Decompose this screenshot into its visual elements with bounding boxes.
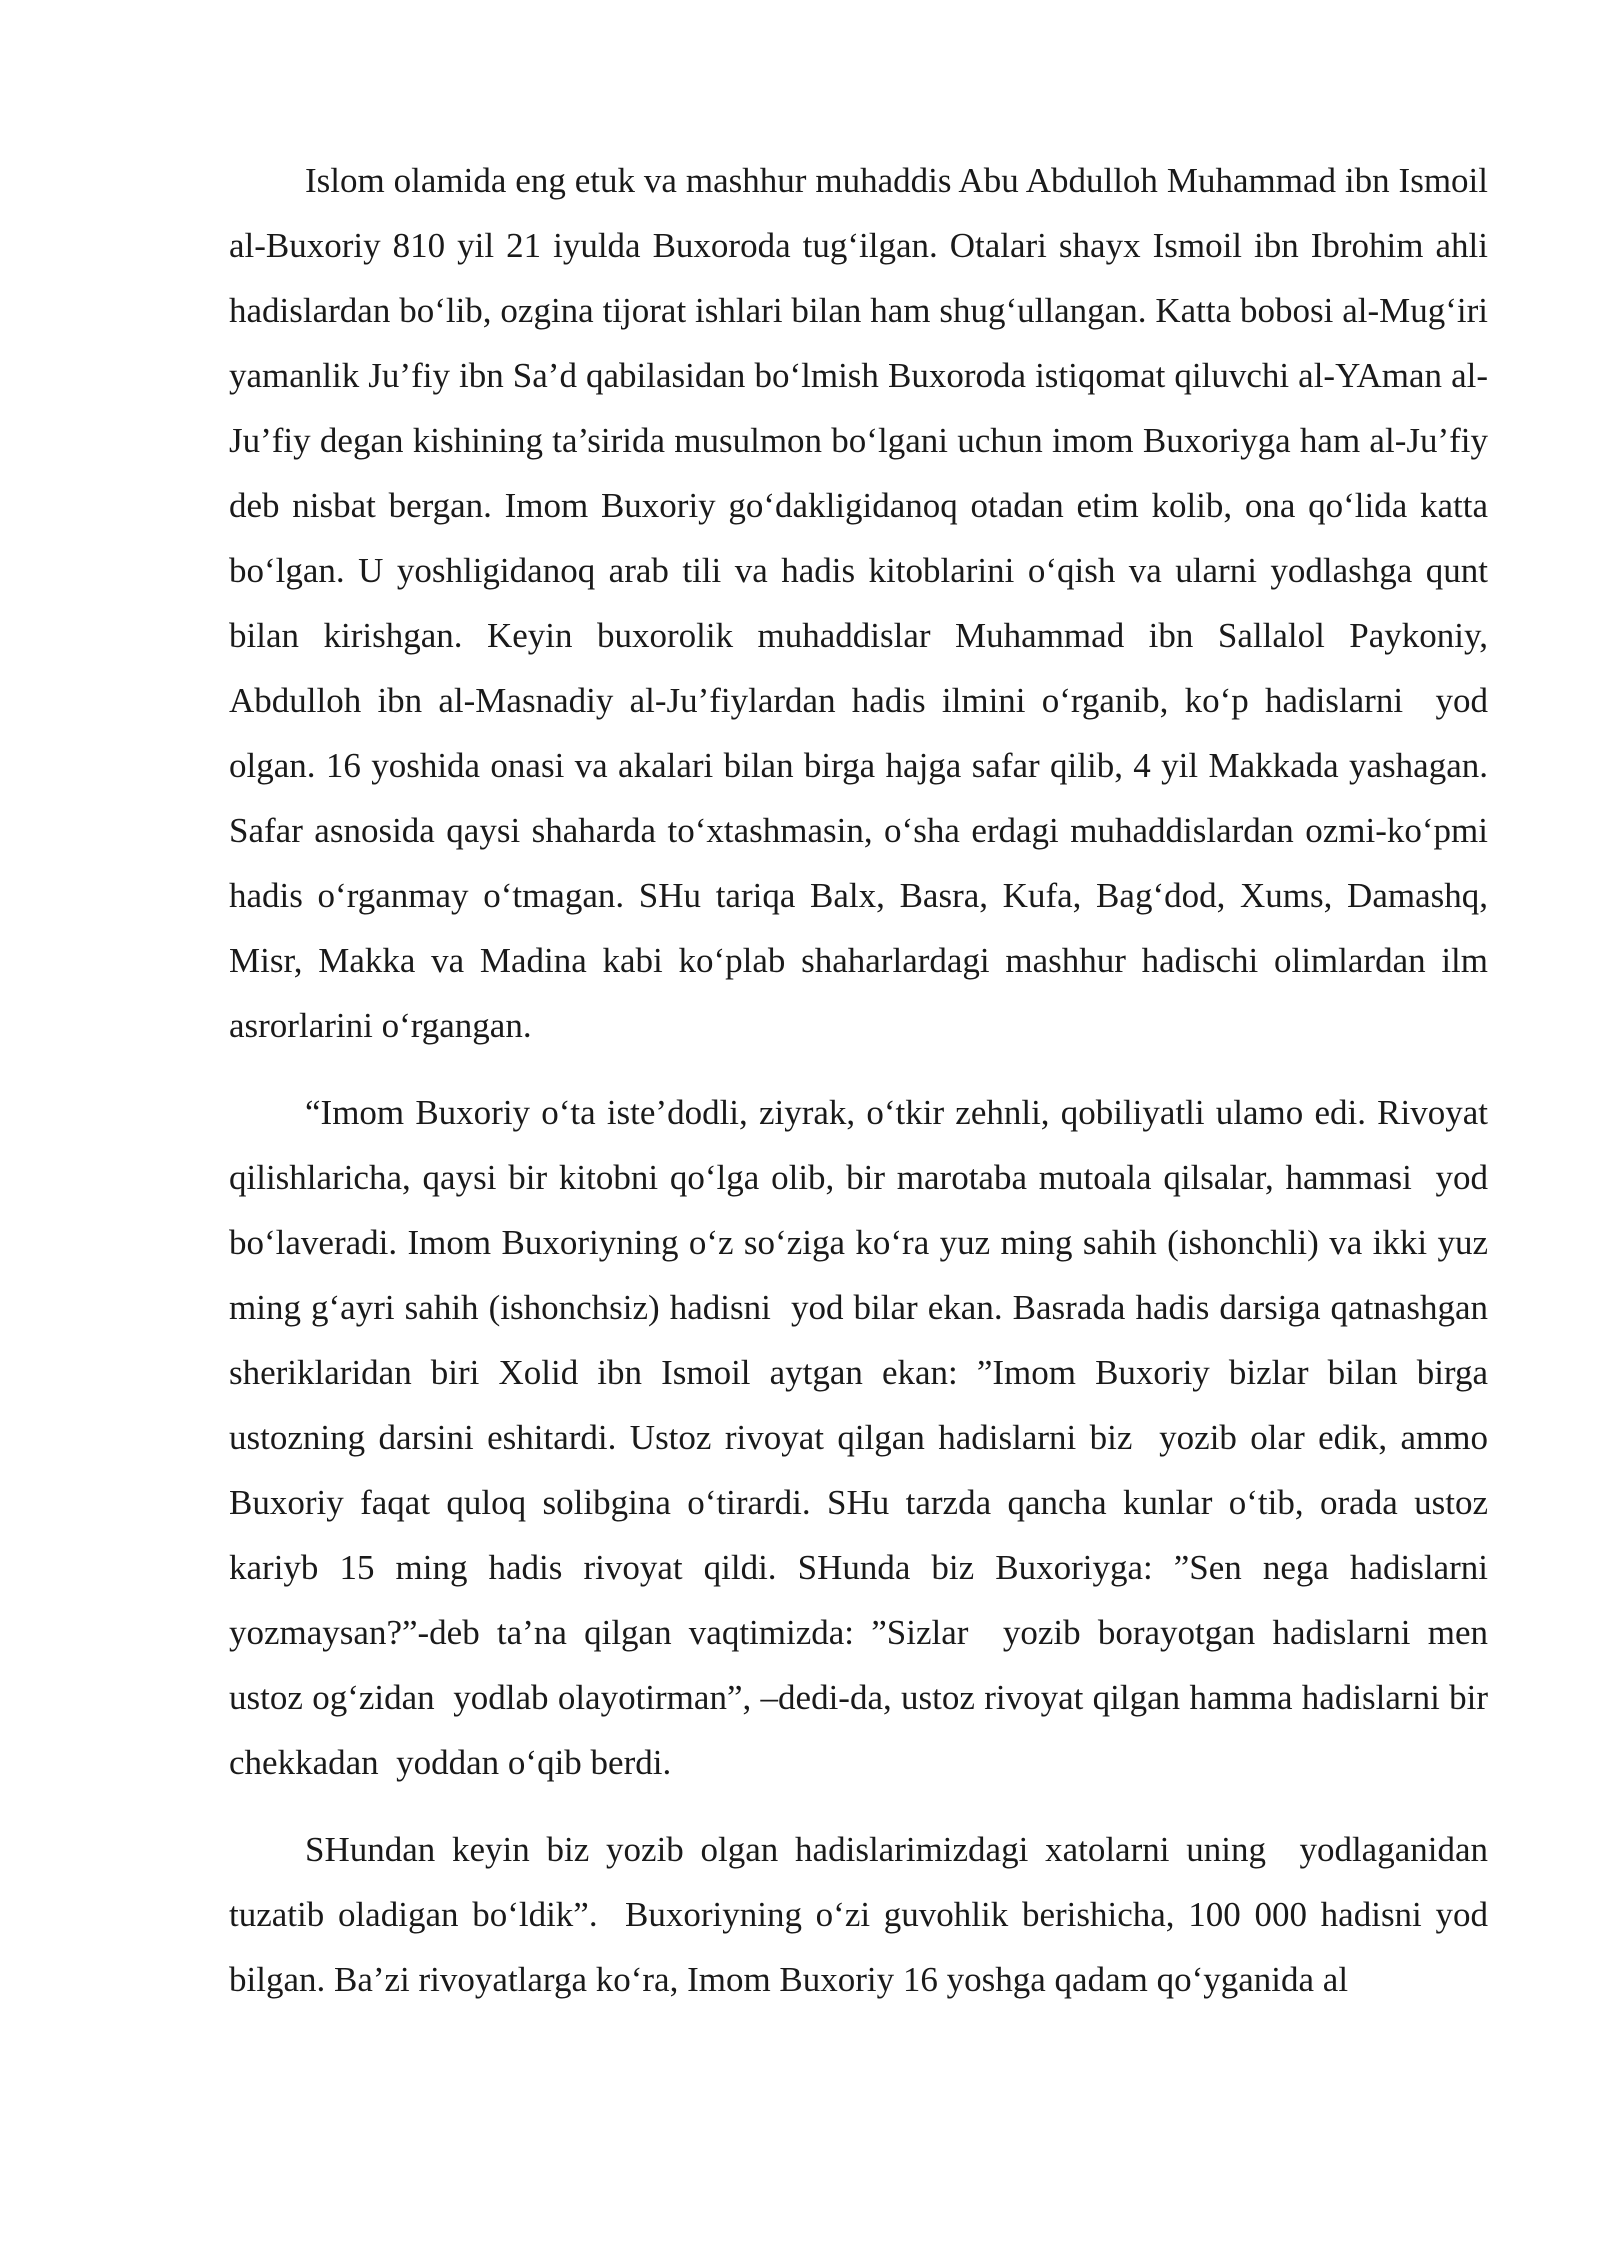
document-body [229, 148, 1506, 2012]
paragraph-biography: Islom olamida eng etuk va mashhur muhaddis Abu Abdulloh Muhammad ibn Ismoil al-Buxoriy 810 yil 21 iyulda Buxoroda tug‘ilgan. Otalari shayx Ismoil ibn Ibrohim ahli hadislardan bo‘lib, ozgina tijorat ishlari bilan ham shug‘ullangan. Katta bobosi al-Mug‘iri yamanlik Ju’fiy ibn Sa’d qabilasidan bo‘lmish Buxoroda istiqomat qiluvchi al-YAman al-Ju’fiy degan kishining ta’sirida musulmon bo‘lgani uchun imom Buxoriyga ham al-Ju’fiy deb nisbat bergan. Imom Buxoriy go‘dakligidanoq otadan etim kolib, ona qo‘lida katta bo‘lgan. U yoshligidanoq arab tili va hadis kitoblarini o‘qish va ularni yodlashga qunt bilan kirishgan. Keyin buxorolik muhaddislar Muhammad ibn Sallalol Paykoniy, Abdulloh ibn al-Masnadiy al-Ju’fiylardan hadis ilmini o‘rganib, ko‘p hadislarni yod olgan. 16 yoshida onasi va akalari bilan birga hajga safar qilib, 4 yil Makkada yashagan. Safar asnosida qaysi shaharda to‘xtashmasin, o‘sha erdagi muhaddislardan ozmi-ko‘pmi hadis o‘rganmay o‘tmagan. SHu tariqa Balx, Basra, Kufa, Bag‘dod, Xums, Damashq, Misr, Makka va Madina kabi ko‘plab shaharlardagi mashhur hadischi olimlardan ilm asrorlarini o‘rgangan. [229, 161, 1497, 1045]
paragraph-memory-anecdote: “Imom Buxoriy o‘ta iste’dodli, ziyrak, o‘tkir zehnli, qobiliyatli ulamo edi. Rivoyat qilishlaricha, qaysi bir kitobni qo‘lga olib, bir marotaba mutoala qilsalar, hammasi yod bo‘laveradi. Imom Buxoriyning o‘z so‘ziga ko‘ra yuz ming sahih (ishonchli) va ikki yuz ming g‘ayri sahih (ishonchsiz) hadisni yod bilar ekan. Basrada hadis darsiga qatnashgan sheriklaridan biri Xolid ibn Ismoil aytgan ekan: ”Imom Buxoriy bizlar bilan birga ustozning darsini eshitardi. Ustoz rivoyat qilgan hadislarni biz yozib olar edik, ammo Buxoriy faqat quloq solibgina o‘tirardi. SHu tarzda qancha kunlar o‘tib, orada ustoz kariyb 15 ming hadis rivoyat qildi. SHunda biz Buxoriyga: ”Sen nega hadislarni yozmaysan?”-deb ta’na qilgan vaqtimizda: ”Sizlar yozib borayotgan hadislarni men ustoz og‘zidan yodlab olayotirman”, –dedi-da, ustoz rivoyat qilgan hamma hadislarni bir chekkadan yoddan o‘qib berdi. [229, 1093, 1506, 1782]
paragraph-hadith-count: SHundan keyin biz yozib olgan hadislarimizdagi xatolarni uning yodlaganidan tuzatib oladigan bo‘ldik”. Buxoriyning o‘zi guvohlik berishicha, 100 000 hadisni yod bilgan. Ba’zi rivoyatlarga ko‘ra, Imom Buxoriy 16 yoshga qadam qo‘yganida al [229, 1830, 1497, 1999]
